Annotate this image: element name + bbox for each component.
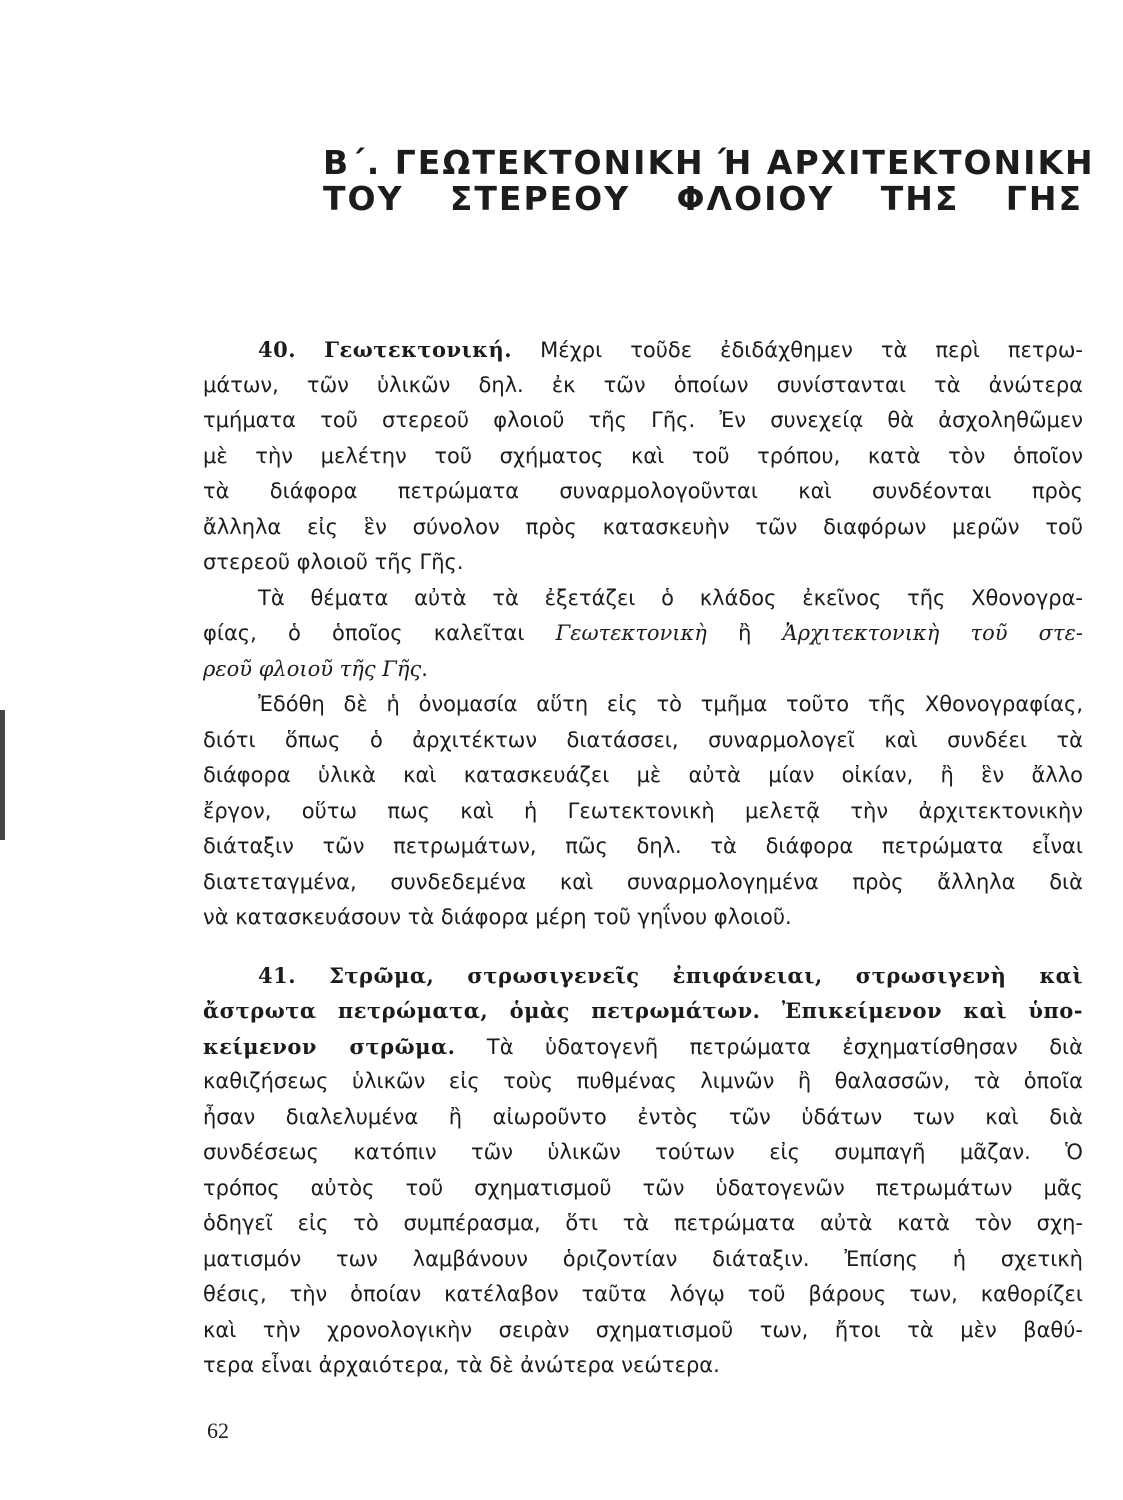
italic-term: ρεοῦ φλοιοῦ τῆς Γῆς (203, 656, 422, 681)
paragraph-line: μὲ τὴν μελέτην τοῦ σχήματος καὶ τοῦ τρόπου, κατὰ τὸν ὁποῖον (203, 443, 1083, 468)
paragraph-line: τμήματα τοῦ στερεοῦ φλοιοῦ τῆς Γῆς. Ἐν συνεχείᾳ θὰ ἀσχοληθῶμεν (203, 408, 1083, 432)
paragraph-line: διάταξιν τῶν πετρωμάτων, πῶς δηλ. τὰ διάφορα πετρώματα εἶναι (203, 834, 1083, 858)
section-41-heading-end: κείμενον στρῶμα. (203, 1033, 456, 1059)
paragraph-line: καὶ τὴν χρονολογικὴν σειρὰν σχηματισμοῦ των, ἤτοι τὰ μὲν βαθύ- (203, 1317, 1083, 1342)
chapter-title (323, 138, 1095, 218)
paragraph-line: ματισμόν των λαμβάνουν ὁριζοντίαν διάταξιν. Ἐπίσης ἡ σχετικὴ (203, 1246, 1083, 1271)
paragraph-line: ἔργον, οὕτω πως καὶ ἡ Γεωτεκτονικὴ μελετᾷ τὴν ἀρχιτεκτονικὴν (203, 798, 1083, 823)
paragraph-line: ἄλληλα εἰς ἓν σύνολον πρὸς κατασκευὴν τῶν διαφόρων μερῶν τοῦ (203, 514, 1083, 539)
italic-term: Ἀρχιτεκτονικὴ τοῦ στε- (782, 621, 1083, 645)
paragraph-line: διάφορα ὑλικὰ καὶ κατασκευάζει μὲ αὐτὰ μίαν οἰκίαν, ἢ ἓν ἄλλο (203, 763, 1083, 787)
scan-margin-mark (0, 710, 5, 840)
paragraph-line: νὰ κατασκευάσουν τὰ διάφορα μέρη τοῦ γηΐνου φλοιοῦ. (203, 905, 792, 929)
section-40-number: 40. (258, 337, 297, 362)
section-41-heading-line-1: 41. Στρῶμα, στρωσιγενεῖς ἐπιφάνειαι, στρωσιγενὴ καὶ (258, 962, 1083, 988)
paragraph-line: θέσις, τὴν ὁποίαν κατέλαβον ταῦτα λόγῳ τοῦ βάρους των, καθορίζει (203, 1282, 1083, 1306)
paragraph-line: στερεοῦ φλοιοῦ τῆς Γῆς. (203, 550, 464, 574)
paragraph-line: τὰ διάφορα πετρώματα συναρμολογοῦνται καὶ συνδέονται πρὸς (203, 479, 1083, 503)
section-40-first-line-text: Μέχρι τοῦδε ἐδιδάχθημεν τὰ περὶ πετρω- (540, 338, 1083, 362)
paragraph-2-line-3 (203, 652, 1083, 688)
section-41-heading-line-3 (203, 1029, 1083, 1065)
section-gap (203, 936, 1083, 958)
paragraph-line: ὁδηγεῖ εἰς τὸ συμπέρασμα, ὅτι τὰ πετρώματα αὐτὰ κατὰ τὸν σχη- (203, 1211, 1083, 1235)
section-41-first-text: Τὰ ὑδατογενῆ πετρώματα ἐσχηματίσθησαν διὰ (486, 1034, 1083, 1059)
section-40-first-line (203, 332, 1083, 368)
paragraph-2-line-1: Τὰ θέματα αὐτὰ τὰ ἐξετάζει ὁ κλάδος ἐκεῖνος τῆς Χθονογρα- (258, 585, 1083, 610)
paragraph-line: Ἐδόθη δὲ ἡ ὀνομασία αὕτη εἰς τὸ τμῆμα τοῦτο τῆς Χθονογραφίας, (258, 692, 1083, 716)
text-run: . (421, 656, 428, 681)
section-41-heading-line-2: ἄστρωτα πετρώματα, ὁμὰς πετρωμάτων. Ἐπικείμενον καὶ ὑπο- (203, 998, 1083, 1023)
paragraph-line: μάτων, τῶν ὑλικῶν δηλ. ἐκ τῶν ὁποίων συνίστανται τὰ ἀνώτερα (203, 372, 1083, 397)
paragraph-line: τρόπος αὐτὸς τοῦ σχηματισμοῦ τῶν ὑδατογενῶν πετρωμάτων μᾶς (203, 1175, 1083, 1200)
body-text (203, 332, 1083, 1384)
paragraph-line: καθιζήσεως ὑλικῶν εἰς τοὺς πυθμένας λιμνῶν ἢ θαλασσῶν, τὰ ὁποῖα (203, 1069, 1083, 1093)
paragraph-line: ἦσαν διαλελυμένα ἢ αἰωροῦντο ἐντὸς τῶν ὑδάτων των καὶ διὰ (203, 1104, 1083, 1129)
paragraph-line: διότι ὅπως ὁ ἀρχιτέκτων διατάσσει, συναρμολογεῖ καὶ συνδέει τὰ (203, 727, 1083, 752)
paragraph-2-line-2 (203, 616, 1083, 652)
section-40 (203, 332, 1083, 936)
text-run: ἢ (738, 621, 752, 645)
text-run: φίας, ὁ ὁποῖος καλεῖται (203, 621, 525, 645)
paragraph-line: συνδέσεως κατόπιν τῶν ὑλικῶν τούτων εἰς συμπαγῆ μᾶζαν. Ὁ (203, 1140, 1083, 1164)
chapter-title-line-2: ΤΟΥ ΣΤΕΡΕΟΥ ΦΛΟΙΟΥ ΤΗΣ ΓΗΣ (323, 178, 1083, 218)
page-number: 62 (207, 1418, 229, 1443)
chapter-title-line-1: Β΄. ΓΕΩΤΕΚΤΟΝΙΚΗ Ή ΑΡΧΙΤΕΚΤΟΝΙΚΗ (323, 143, 1095, 182)
italic-term: Γεωτεκτονικὴ (555, 621, 707, 645)
section-40-heading: Γεωτεκτονική. (324, 337, 513, 362)
paragraph-line: διατεταγμένα, συνδεδεμένα καὶ συναρμολογημένα πρὸς ἄλληλα διὰ (203, 869, 1083, 894)
section-41 (203, 958, 1083, 1384)
paragraph-line: τερα εἶναι ἀρχαιότερα, τὰ δὲ ἀνώτερα νεώτερα. (203, 1353, 720, 1377)
